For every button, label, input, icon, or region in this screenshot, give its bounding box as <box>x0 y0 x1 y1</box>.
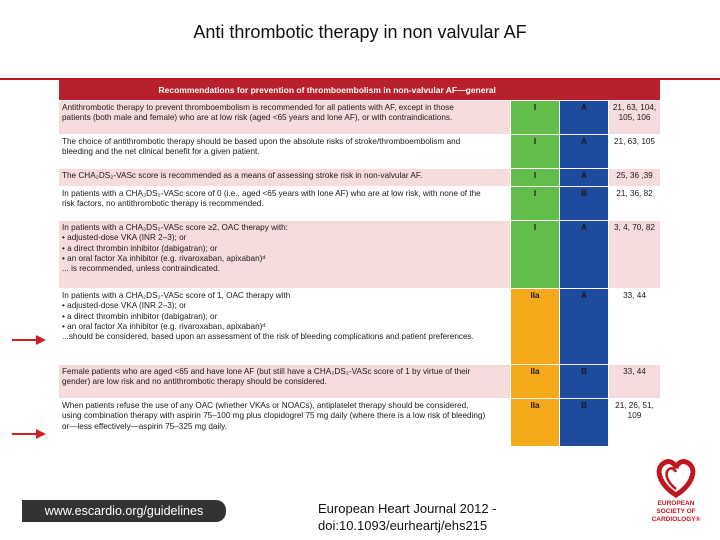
recommendations-table-wrap <box>58 80 660 460</box>
table-row <box>59 101 661 135</box>
reference-line: 33, 44 <box>623 367 646 376</box>
guidelines-link[interactable]: www.escardio.org/guidelines <box>22 500 226 522</box>
level-cell: B <box>560 399 609 447</box>
recommendation-line: When patients refuse the use of any OAC (whether VKAs or NOACs), antiplatelet therapy should be considered, <box>62 401 469 410</box>
references-cell <box>609 169 661 187</box>
references-cell <box>609 399 661 447</box>
table-row <box>59 289 661 365</box>
table-row <box>59 135 661 169</box>
recommendation-line: bleeding and the net clinical benefit for a given patient. <box>62 147 260 157</box>
references-cell <box>609 221 661 289</box>
table-row <box>59 365 661 399</box>
reference-line: 21, 63, 104, <box>612 103 657 112</box>
class-cell: I <box>511 135 560 169</box>
recommendation-line: ...should be considered, based upon an assessment of the risk of bleeding complications and patient preferences. <box>62 332 474 342</box>
arrow-right-icon <box>12 334 46 346</box>
recommendation-line: Antithrombotic therapy to prevent thromboembolism is recommended for all patients with AF, except in those <box>62 103 454 112</box>
recommendation-line: • adjusted-dose VKA (INR 2–3); or <box>62 233 187 243</box>
logo-line: SOCIETY OF <box>656 508 696 515</box>
level-cell: A <box>560 221 609 289</box>
table-row <box>59 399 661 447</box>
references-cell <box>609 101 661 135</box>
recommendation-line: patients (both male and female) who are at low risk (aged <65 years and lone AF), or with contraindications. <box>62 113 453 123</box>
recommendation-line: • an oral factor Xa inhibitor (e.g. rivaroxaban, apixaban)ᵈ <box>62 253 266 263</box>
class-cell: I <box>511 221 560 289</box>
table-row <box>59 187 661 221</box>
reference-line: 21, 36, 82 <box>616 189 653 198</box>
level-cell: A <box>560 135 609 169</box>
table-header-row <box>59 80 661 101</box>
table-row <box>59 169 661 187</box>
reference-line: 109 <box>627 411 642 421</box>
recommendation-line: ... is recommended, unless contraindicated. <box>62 264 220 274</box>
logo-line: CARDIOLOGY® <box>651 516 701 523</box>
recommendation-text <box>59 399 511 447</box>
recommendation-line: • an oral factor Xa inhibitor (e.g. rivaroxaban, apixaban)ᵈ <box>62 321 266 331</box>
class-cell: IIa <box>511 289 560 365</box>
recommendation-line: The CHA₂DS₂-VASc score is recommended as a means of assessing stroke risk in non-valvular AF. <box>62 171 423 180</box>
recommendation-line: risk factors, no antithrombotic therapy is recommended. <box>62 199 264 209</box>
recommendation-text <box>59 289 511 365</box>
recommendation-line: • a direct thrombin inhibitor (dabigatran); or <box>62 311 218 321</box>
reference-line: 33, 44 <box>623 291 646 300</box>
slide-title: Anti thrombotic therapy in non valvular AF <box>193 22 527 42</box>
recommendation-text <box>59 101 511 135</box>
logo-line: EUROPEAN <box>657 500 695 507</box>
references-cell <box>609 187 661 221</box>
reference-line: 3, 4, 70, 82 <box>614 223 655 232</box>
references-cell <box>609 289 661 365</box>
recommendation-line: In patients with a CHA₂DS₂-VASc score of 0 (i.e., aged <65 years with lone AF) who are at low risk, with none of the <box>62 189 481 198</box>
recommendation-text <box>59 135 511 169</box>
esc-logo-text <box>640 500 712 524</box>
level-cell: A <box>560 169 609 187</box>
recommendation-text <box>59 221 511 289</box>
recommendation-line: using combination therapy with aspirin 75–100 mg plus clopidogrel 75 mg daily (where there is a low risk of bleeding) <box>62 411 486 421</box>
recommendation-line: In patients with a CHA₂DS₂-VASc score of 1, OAC therapy with <box>62 291 291 300</box>
class-cell: I <box>511 101 560 135</box>
level-cell: B <box>560 187 609 221</box>
reference-line: 105, 106 <box>618 113 651 123</box>
level-cell: A <box>560 101 609 135</box>
recommendation-line: In patients with a CHA₂DS₂-VASc score ≥2, OAC therapy with: <box>62 223 288 232</box>
class-cell: IIa <box>511 365 560 399</box>
reference-line: 21, 63, 105 <box>614 137 655 146</box>
recommendation-line: Female patients who are aged <65 and have lone AF (but still have a CHA₂DS₂-VASc score of 1 by virtue of their <box>62 367 471 376</box>
arrow-right-icon <box>12 428 46 440</box>
level-cell: A <box>560 289 609 365</box>
references-cell <box>609 365 661 399</box>
reference-line: 25, 36 ,39 <box>616 171 653 180</box>
table-row <box>59 221 661 289</box>
recommendation-text <box>59 187 511 221</box>
table-header: Recommendations for prevention of thromboembolism in non-valvular AF—general <box>59 80 661 101</box>
class-cell: I <box>511 169 560 187</box>
class-cell: IIa <box>511 399 560 447</box>
recommendation-text <box>59 365 511 399</box>
recommendation-line: The choice of antithrombotic therapy should be based upon the absolute risks of stroke/thromboembolism and <box>62 137 461 146</box>
recommendation-line: gender) are low risk and no antithrombotic therapy should be considered. <box>62 377 327 387</box>
recommendations-table <box>58 80 660 447</box>
journal-citation <box>318 500 548 534</box>
level-cell: B <box>560 365 609 399</box>
recommendation-line: or—less effectively—aspirin 75–325 mg daily. <box>62 421 227 431</box>
references-cell <box>609 135 661 169</box>
recommendation-line: • a direct thrombin inhibitor (dabigatran); or <box>62 243 218 253</box>
doi-line: doi:10.1093/eurheartj/ehs215 <box>318 518 488 533</box>
recommendation-text <box>59 169 511 187</box>
class-cell: I <box>511 187 560 221</box>
journal-line: European Heart Journal 2012 - <box>318 501 497 516</box>
recommendation-line: • adjusted-dose VKA (INR 2–3); or <box>62 301 187 311</box>
reference-line: 21, 26, 51, <box>615 401 654 410</box>
